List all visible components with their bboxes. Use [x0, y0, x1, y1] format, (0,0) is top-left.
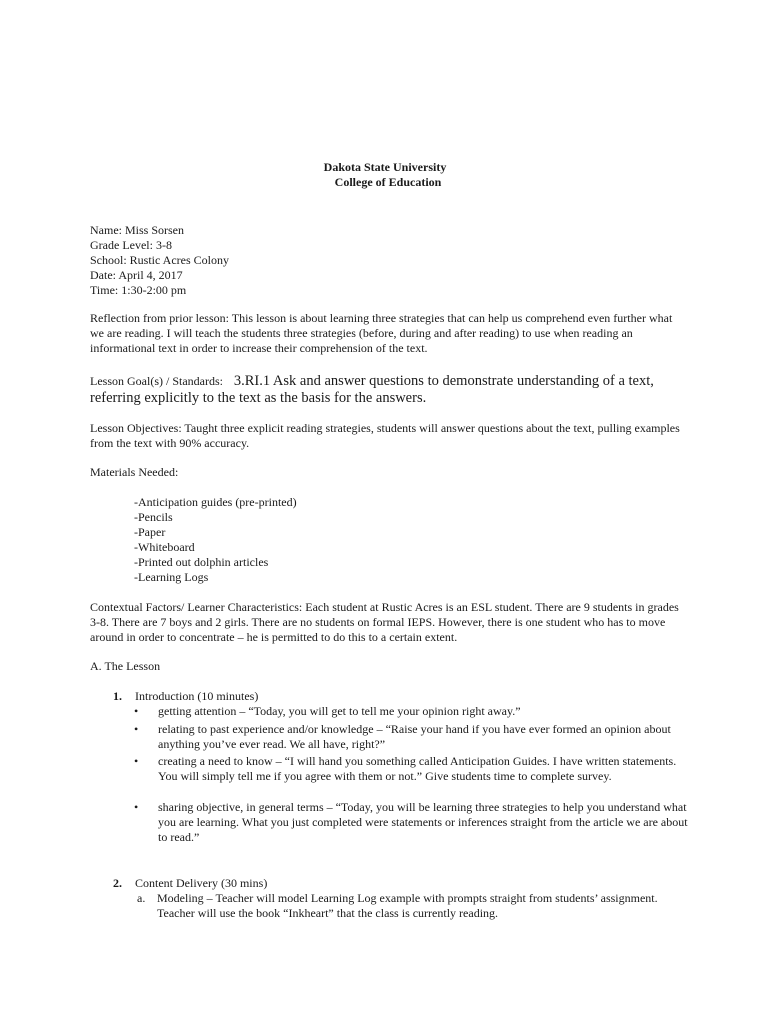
bullet-icon: • — [134, 704, 139, 718]
lesson-objectives: Lesson Objectives: Taught three explicit reading strategies, students will answer questions about the text, pulling examples from the text with 90% accuracy. — [90, 421, 680, 450]
standard-line-2: referring explicitly to the text as the basis for the answers. — [90, 390, 427, 406]
standard-line-1: 3.RI.1 Ask and answer questions to demonstrate understanding of a text, — [233, 373, 654, 389]
material-item: -Paper — [134, 525, 166, 539]
bullet-icon: • — [134, 800, 139, 814]
material-item: -Pencils — [134, 510, 173, 524]
material-item: -Learning Logs — [134, 570, 209, 584]
school-name: School: Rustic Acres Colony — [90, 253, 229, 267]
bullet-icon: • — [134, 722, 139, 736]
bullet-text: sharing objective, in general terms – “Today, you will be learning three strategies to help you understand what you are learning. What you just completed were statements or inferences straight from the article we are about to read.” — [158, 800, 688, 844]
material-item: -Anticipation guides (pre-printed) — [134, 495, 297, 509]
lesson-section-heading: A. The Lesson — [90, 659, 161, 673]
lesson-goals — [90, 373, 700, 407]
goals-label: Lesson Goal(s) / Standards: — [90, 374, 223, 388]
material-item: -Whiteboard — [134, 540, 195, 554]
teacher-name: Name: Miss Sorsen — [90, 223, 184, 237]
subitem-text: Modeling – Teacher will model Learning Log example with prompts straight from students’ assignment. Teacher will use the book “Inkheart” that the class is currently reading. — [157, 891, 658, 920]
college-name: College of Education — [334, 175, 442, 189]
material-item: -Printed out dolphin articles — [134, 555, 269, 569]
item-number: 1. — [113, 689, 122, 703]
lesson-info — [90, 223, 690, 298]
content-delivery-title: Content Delivery (30 mins) — [135, 876, 268, 890]
bullet-text: creating a need to know – “I will hand you something called Anticipation Guides. I have written statements. You will simply tell me if you agree with them or not.” Give students time to complete survey. — [158, 754, 677, 783]
materials-list — [134, 495, 534, 585]
introduction-title: Introduction (10 minutes) — [135, 689, 259, 703]
bullet-text: relating to past experience and/or knowledge – “Raise your hand if you have ever formed an opinion about anything you’ve ever read. We all have, right?” — [158, 722, 671, 751]
bullet-icon: • — [134, 754, 139, 768]
bullet-text: getting attention – “Today, you will get to tell me your opinion right away.” — [158, 704, 521, 718]
university-name: Dakota State University — [323, 160, 447, 174]
item-number: 2. — [113, 876, 122, 890]
materials-heading: Materials Needed: — [90, 465, 179, 479]
lesson-date: Date: April 4, 2017 — [90, 268, 183, 282]
subitem-label: a. — [137, 891, 146, 905]
reflection-paragraph: Reflection from prior lesson: This lesson is about learning three strategies that can help us comprehend even further what we are reading. I will teach the students three strategies (before, during and after reading) to use when reading an informational text in order to increase their comprehension of the text. — [90, 311, 673, 355]
contextual-factors: Contextual Factors/ Learner Characteristics: Each student at Rustic Acres is an ESL student. There are 9 students in grades 3-8. There are 7 boys and 2 girls. There are no students on formal IEPS. However, there is one student who has to move around in order to concentrate – he is permitted to do this to a certain extent. — [90, 600, 679, 644]
lesson-time: Time: 1:30-2:00 pm — [90, 283, 187, 297]
grade-level: Grade Level: 3-8 — [90, 238, 172, 252]
document-header — [0, 160, 768, 190]
